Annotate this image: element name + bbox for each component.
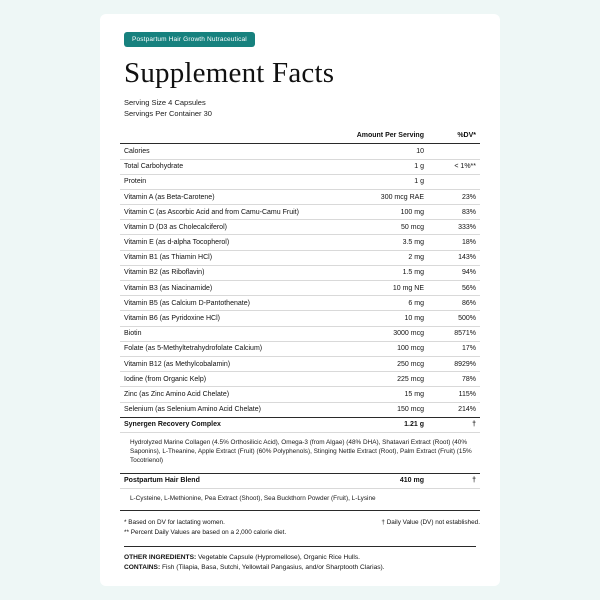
nutrient-amount: 250 mcg	[333, 356, 426, 371]
nutrient-dv: 56%	[426, 281, 480, 296]
nutrient-amount: 225 mcg	[333, 372, 426, 387]
nutrient-amount: 50 mcg	[333, 220, 426, 235]
nutrient-dv: 78%	[426, 372, 480, 387]
nutrient-dv: 214%	[426, 402, 480, 417]
nutrient-amount: 150 mcg	[333, 402, 426, 417]
blend-dv: †	[426, 417, 480, 432]
blend-ingredients-row	[120, 432, 480, 473]
table-row	[120, 356, 480, 371]
footnote-calorie-basis: ** Percent Daily Values are based on a 2,000 calorie diet.	[124, 529, 287, 537]
blend-row	[120, 417, 480, 432]
nutrient-name: Vitamin E (as d-alpha Tocopherol)	[120, 235, 333, 250]
nutrient-amount: 3.5 mg	[333, 235, 426, 250]
footer-divider	[124, 546, 476, 547]
table-row	[120, 387, 480, 402]
table-row	[120, 205, 480, 220]
nutrient-name: Protein	[120, 174, 333, 189]
blend-name: Postpartum Hair Blend	[120, 473, 333, 488]
nutrient-dv: 94%	[426, 265, 480, 280]
blend-row	[120, 473, 480, 488]
nutrient-name: Selenium (as Selenium Amino Acid Chelate)	[120, 402, 333, 417]
nutrient-dv: 333%	[426, 220, 480, 235]
nutrient-amount: 10 mg NE	[333, 281, 426, 296]
supplement-facts-panel	[100, 14, 500, 586]
table-row	[120, 326, 480, 341]
contains-label: CONTAINS:	[124, 564, 161, 572]
footnotes	[124, 518, 480, 539]
nutrient-name: Zinc (as Zinc Amino Acid Chelate)	[120, 387, 333, 402]
nutrient-name: Biotin	[120, 326, 333, 341]
other-ingredients-value: Vegetable Capsule (Hypromellose), Organic Rice Hulls.	[196, 553, 360, 561]
nutrient-name: Vitamin B3 (as Niacinamide)	[120, 281, 333, 296]
footnote-dagger: † Daily Value (DV) not established.	[381, 519, 480, 527]
nutrient-amount: 300 mcg RAE	[333, 189, 426, 204]
page-title: Supplement Facts	[124, 57, 335, 89]
nutrient-dv: 115%	[426, 387, 480, 402]
nutrient-dv	[426, 174, 480, 189]
table-row	[120, 281, 480, 296]
table-row	[120, 174, 480, 189]
nutrient-amount: 100 mcg	[333, 341, 426, 356]
nutrition-table-body	[120, 144, 480, 511]
serving-info	[124, 98, 480, 120]
nutrient-name: Vitamin B12 (as Methylcobalamin)	[120, 356, 333, 371]
table-row	[120, 372, 480, 387]
table-row	[120, 235, 480, 250]
other-ingredients-label: OTHER INGREDIENTS:	[124, 553, 197, 561]
nutrition-table-head	[120, 129, 480, 144]
table-row	[120, 311, 480, 326]
nutrient-dv: 143%	[426, 250, 480, 265]
nutrient-dv: 8571%	[426, 326, 480, 341]
nutrient-amount: 100 mg	[333, 205, 426, 220]
table-row	[120, 402, 480, 417]
nutrient-name: Vitamin B5 (as Calcium D-Pantothenate)	[120, 296, 333, 311]
nutrient-dv: < 1%**	[426, 159, 480, 174]
table-row	[120, 159, 480, 174]
nutrient-amount: 1.5 mg	[333, 265, 426, 280]
nutrient-amount: 6 mg	[333, 296, 426, 311]
table-row	[120, 296, 480, 311]
nutrient-dv: 500%	[426, 311, 480, 326]
nutrition-table	[120, 129, 480, 511]
nutrient-name: Vitamin B2 (as Riboflavin)	[120, 265, 333, 280]
nutrient-name: Calories	[120, 144, 333, 159]
table-row	[120, 250, 480, 265]
nutrient-amount: 3000 mcg	[333, 326, 426, 341]
table-row	[120, 144, 480, 159]
other-ingredients-line	[124, 553, 480, 564]
nutrient-amount: 2 mg	[333, 250, 426, 265]
column-header-amount: Amount Per Serving	[333, 129, 426, 144]
nutrient-dv: 86%	[426, 296, 480, 311]
nutrient-amount: 1 g	[333, 159, 426, 174]
footnote-dv-basis: * Based on DV for lactating women.	[124, 519, 225, 527]
blend-amount: 410 mg	[333, 473, 426, 488]
other-ingredients-block	[124, 553, 480, 574]
blend-name: Synergen Recovery Complex	[120, 417, 333, 432]
serving-size: Serving Size 4 Capsules	[124, 98, 206, 107]
nutrient-dv: 17%	[426, 341, 480, 356]
blend-dv: †	[426, 473, 480, 488]
nutrient-dv: 23%	[426, 189, 480, 204]
blend-amount: 1.21 g	[333, 417, 426, 432]
nutrient-dv: 83%	[426, 205, 480, 220]
column-header-dv: %DV*	[426, 129, 480, 144]
table-row	[120, 341, 480, 356]
nutrient-name: Vitamin B1 (as Thiamin HCl)	[120, 250, 333, 265]
nutrient-amount: 10	[333, 144, 426, 159]
blend-ingredients: Hydrolyzed Marine Collagen (4.5% Orthosilicic Acid), Omega-3 (from Algae) (48% DHA), Shatavari Extract (Root) (40% Saponins), L-Theanine, Apple Extract (Fruit) (60% Polyphenols), Stinging Nettle Extract (Root), Palm Extract (Fruit) (15% Tocotrienol)	[120, 432, 480, 473]
nutrient-dv: 18%	[426, 235, 480, 250]
nutrient-name: Vitamin B6 (as Pyridoxine HCl)	[120, 311, 333, 326]
footnote-row	[124, 518, 480, 528]
blend-ingredients: L-Cysteine, L-Methionine, Pea Extract (Shoot), Sea Buckthorn Powder (Fruit), L-Lysine	[120, 488, 480, 510]
nutrient-amount: 15 mg	[333, 387, 426, 402]
nutrient-name: Folate (as 5-Methyltetrahydrofolate Calcium)	[120, 341, 333, 356]
nutrient-dv	[426, 144, 480, 159]
column-header-name	[120, 129, 333, 144]
nutrient-dv: 8929%	[426, 356, 480, 371]
nutrient-name: Iodine (from Organic Kelp)	[120, 372, 333, 387]
contains-value: Fish (Tilapia, Basa, Sutchi, Yellowtail Pangasius, and/or Sharptooth Clarias).	[160, 564, 385, 572]
nutrient-amount: 10 mg	[333, 311, 426, 326]
table-row	[120, 265, 480, 280]
contains-line	[124, 563, 480, 574]
nutrient-name: Total Carbohydrate	[120, 159, 333, 174]
nutrient-name: Vitamin A (as Beta-Carotene)	[120, 189, 333, 204]
product-category-badge: Postpartum Hair Growth Nutraceutical	[124, 32, 255, 47]
blend-ingredients-row	[120, 488, 480, 510]
nutrient-name: Vitamin D (D3 as Cholecalciferol)	[120, 220, 333, 235]
servings-per-container: Servings Per Container 30	[124, 108, 212, 118]
table-header-row	[120, 129, 480, 144]
nutrient-name: Vitamin C (as Ascorbic Acid and from Camu-Camu Fruit)	[120, 205, 333, 220]
table-row	[120, 189, 480, 204]
nutrient-amount: 1 g	[333, 174, 426, 189]
table-row	[120, 220, 480, 235]
